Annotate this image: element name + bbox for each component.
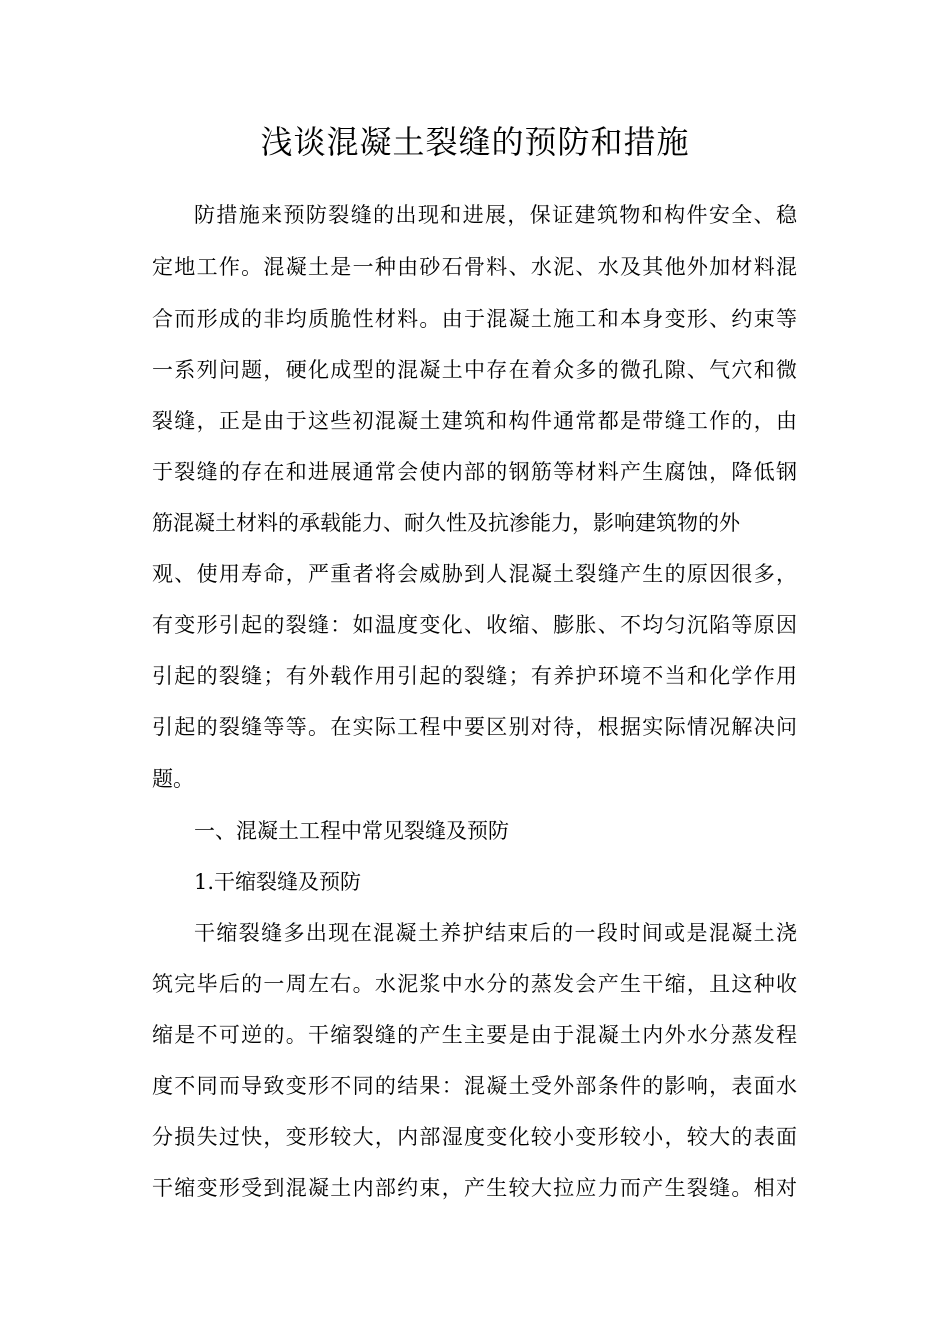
body-line: 裂缝，正是由于这些初混凝土建筑和构件通常都是带缝工作的，由 [152, 409, 797, 433]
body-line: 题。 [152, 767, 194, 791]
body-line: 一系列问题，硬化成型的混凝土中存在着众多的微孔隙、气穴和微 [152, 358, 797, 382]
body-line: 干缩变形受到混凝土内部约束，产生较大拉应力而产生裂缝。相对 [152, 1176, 797, 1200]
body-line: 缩是不可逆的。干缩裂缝的产生主要是由于混凝土内外水分蒸发程 [152, 1023, 797, 1047]
body-line: 引起的裂缝等等。在实际工程中要区别对待，根据实际情况解决问 [152, 715, 797, 739]
body-line: 引起的裂缝；有外载作用引起的裂缝；有养护环境不当和化学作用 [152, 664, 797, 688]
body-line: 筑完毕后的一周左右。水泥浆中水分的蒸发会产生干缩，且这种收 [152, 972, 797, 996]
body-line: 防措施来预防裂缝的出现和进展，保证建筑物和构件安全、稳 [194, 203, 797, 227]
body-line: 合而形成的非均质脆性材料。由于混凝土施工和本身变形、约束等 [152, 307, 797, 331]
body-line: 定地工作。混凝土是一种由砂石骨料、水泥、水及其他外加材料混 [152, 255, 797, 279]
body-line: 筋混凝土材料的承载能力、耐久性及抗渗能力，影响建筑物的外 [152, 511, 740, 535]
body-line: 度不同而导致变形不同的结果：混凝土受外部条件的影响，表面水 [152, 1074, 797, 1098]
document-title: 浅谈混凝土裂缝的预防和措施 [260, 123, 690, 161]
body-line: 观、使用寿命，严重者将会威胁到人混凝土裂缝产生的原因很多， [152, 562, 797, 586]
section-heading: 一、混凝土工程中常见裂缝及预防 [194, 819, 509, 843]
body-line: 有变形引起的裂缝：如温度变化、收缩、膨胀、不均匀沉陷等原因 [152, 613, 797, 637]
body-line: 干缩裂缝多出现在混凝土养护结束后的一段时间或是混凝土浇 [194, 921, 797, 945]
subsection-heading: 1.干缩裂缝及预防 [194, 870, 362, 894]
body-line: 分损失过快，变形较大，内部湿度变化较小变形较小，较大的表面 [152, 1125, 797, 1149]
body-line: 于裂缝的存在和进展通常会使内部的钢筋等材料产生腐蚀，降低钢 [152, 460, 797, 484]
